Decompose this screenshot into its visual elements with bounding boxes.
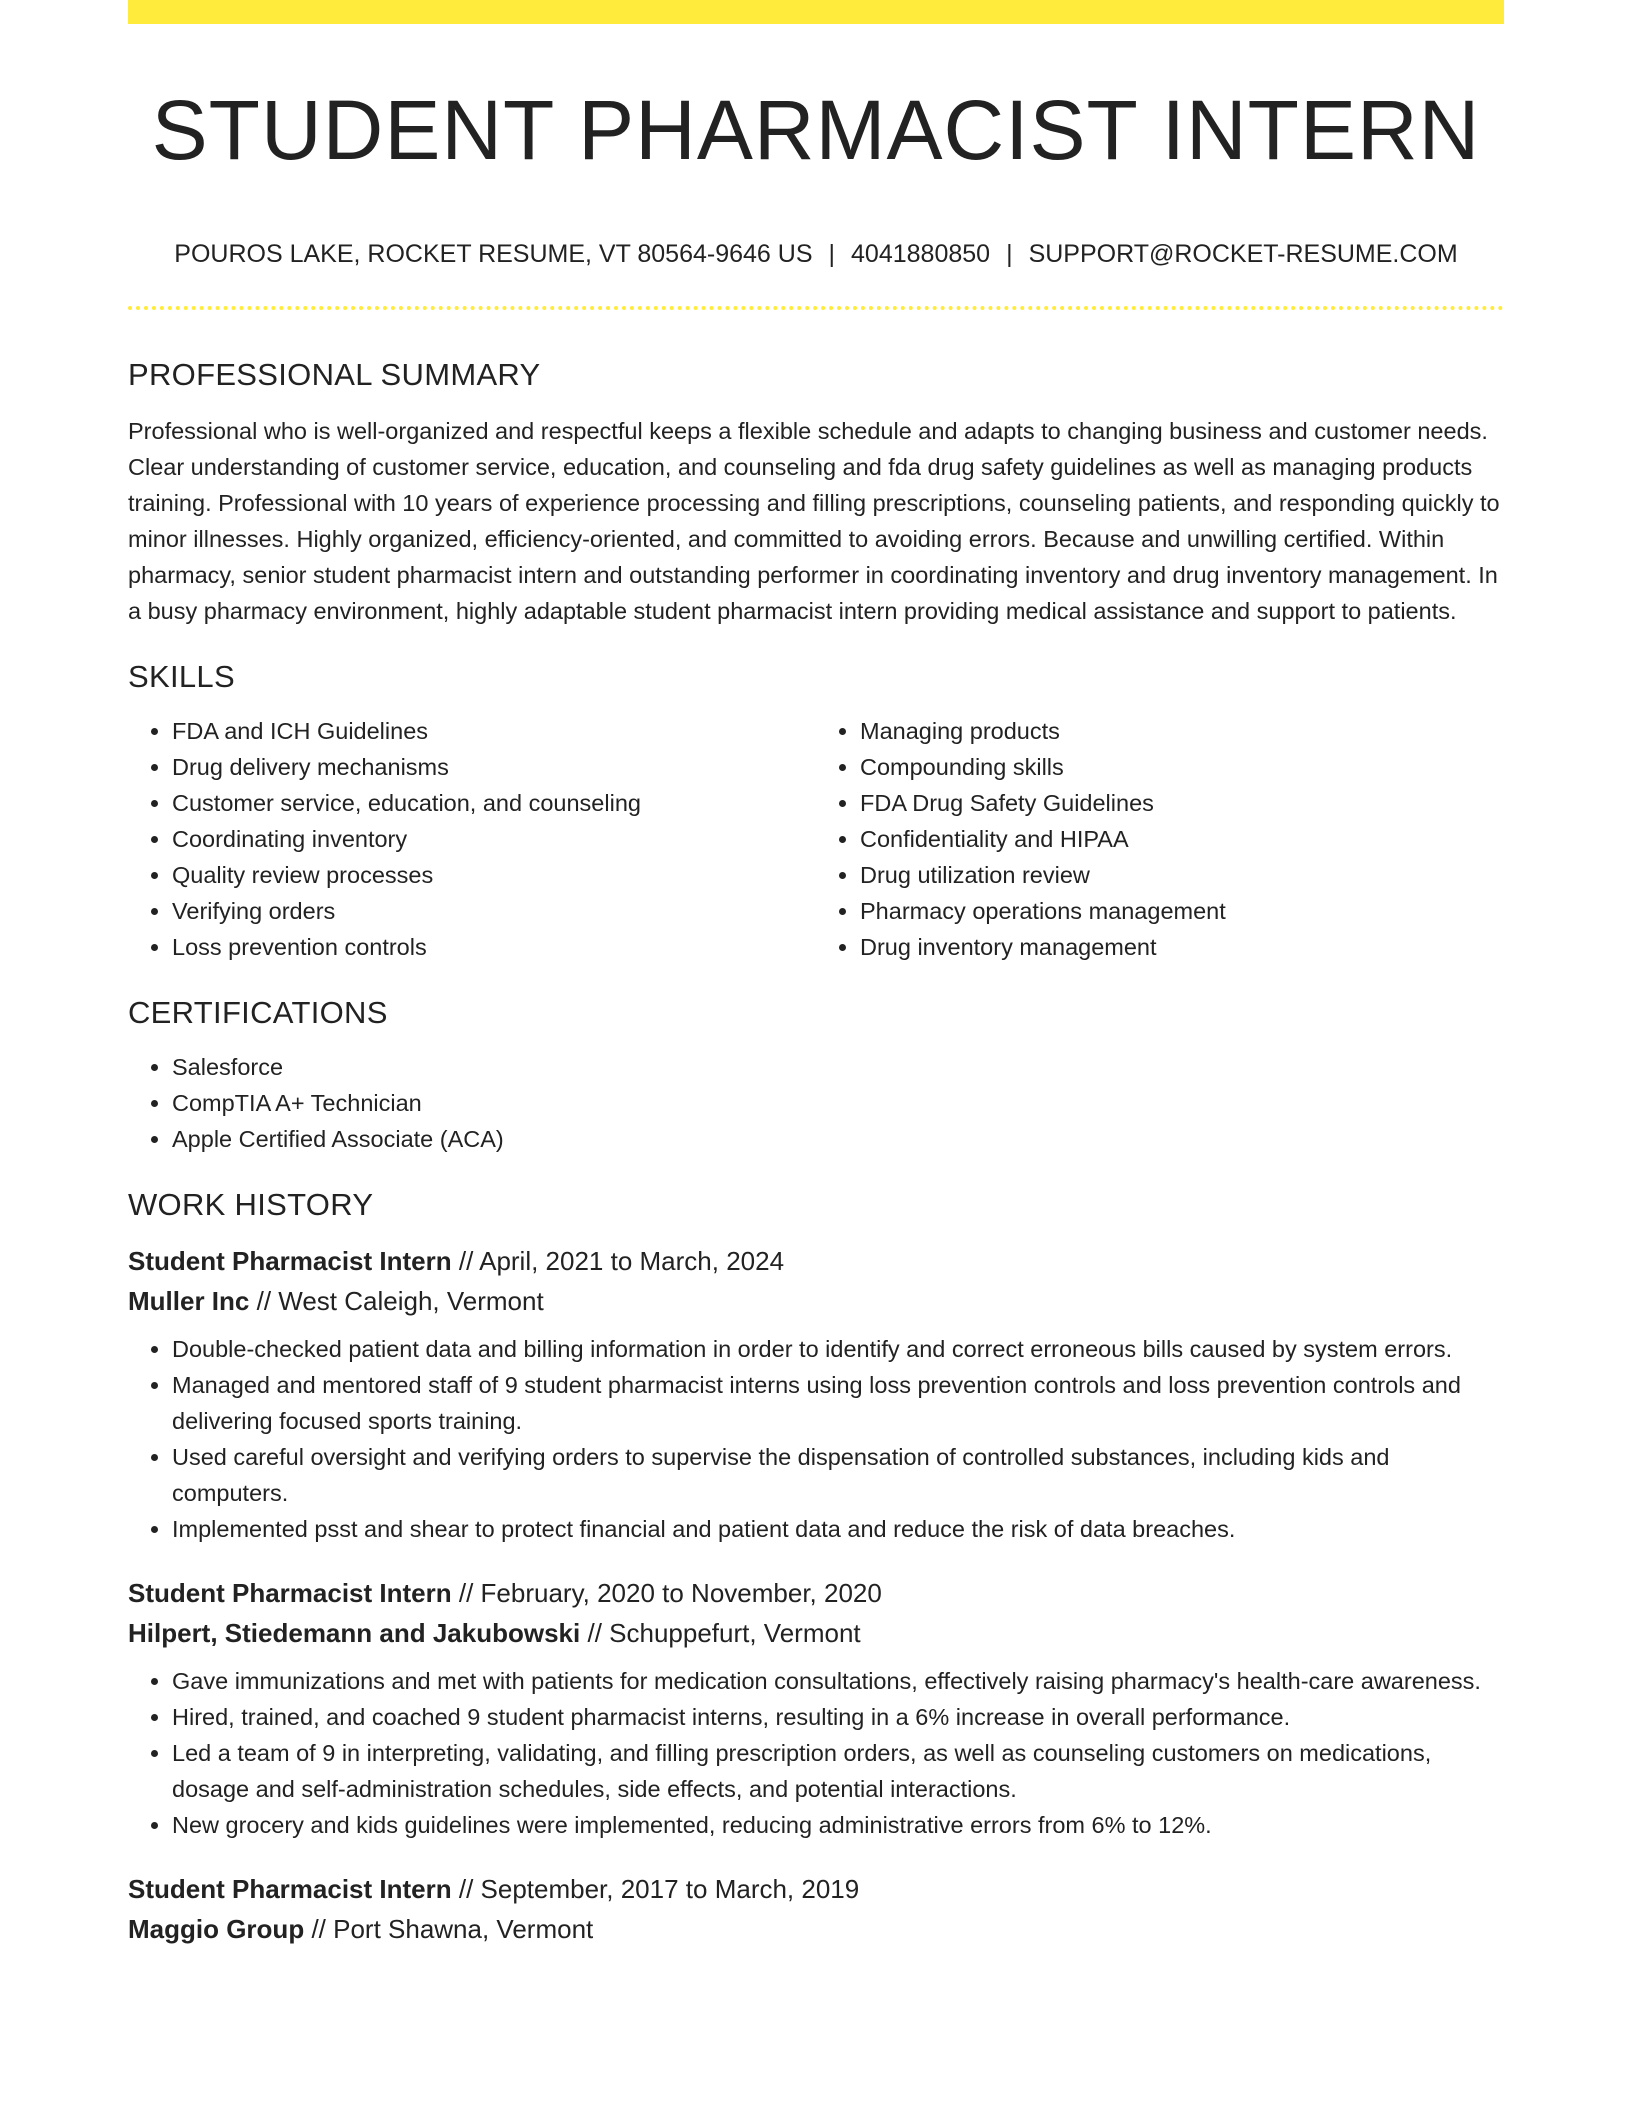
job-bullet: • Led a team of 9 in interpreting, validating, and filling prescription orders, as well as counseling customers on medications, dosage and self-administration schedules, side effects, and potential interactions. (172, 1735, 1504, 1807)
skill-item: • Pharmacy operations management (860, 893, 1504, 929)
job-bullets (128, 1331, 1504, 1547)
skill-item: • FDA Drug Safety Guidelines (860, 785, 1504, 821)
skills-columns (128, 713, 1504, 965)
job-entry (128, 1573, 1504, 1843)
job-location: // Schuppefurt, Vermont (587, 1618, 861, 1648)
job-entry (128, 1869, 1504, 1949)
job-title-line (128, 1869, 1504, 1909)
job-bullets (128, 1663, 1504, 1843)
certification-item: • Salesforce (172, 1049, 1504, 1085)
job-company: Muller Inc (128, 1286, 250, 1316)
work-history-section (128, 1185, 1504, 1949)
job-company: Hilpert, Stiedemann and Jakubowski (128, 1618, 581, 1648)
skill-item: • FDA and ICH Guidelines (172, 713, 816, 749)
skill-item: • Quality review processes (172, 857, 816, 893)
job-company: Maggio Group (128, 1914, 305, 1944)
job-location: // West Caleigh, Vermont (256, 1286, 544, 1316)
job-bullet: • Used careful oversight and verifying orders to supervise the dispensation of controlled substances, including kids and computers. (172, 1439, 1504, 1511)
job-bullet: • Hired, trained, and coached 9 student pharmacist interns, resulting in a 6% increase in overall performance. (172, 1699, 1504, 1735)
job-title: Student Pharmacist Intern (128, 1874, 452, 1904)
job-company-line (128, 1909, 1504, 1949)
summary-heading: PROFESSIONAL SUMMARY (128, 357, 541, 392)
job-entry (128, 1241, 1504, 1547)
job-company-line (128, 1281, 1504, 1321)
dotted-divider (128, 306, 1504, 310)
certification-item: • Apple Certified Associate (ACA) (172, 1121, 1504, 1157)
contact-phone: 4041880850 (851, 240, 991, 268)
contact-separator: | (828, 240, 836, 268)
job-dates: // February, 2020 to November, 2020 (458, 1578, 882, 1608)
skill-item: • Verifying orders (172, 893, 816, 929)
resume-title: STUDENT PHARMACIST INTERN (151, 83, 1481, 177)
job-dates: // April, 2021 to March, 2024 (458, 1246, 785, 1276)
certifications-heading: CERTIFICATIONS (128, 995, 388, 1030)
contact-line (128, 236, 1504, 272)
job-title-line (128, 1573, 1504, 1613)
accent-bar (128, 0, 1504, 24)
skill-item: • Customer service, education, and counseling (172, 785, 816, 821)
skill-item: • Drug delivery mechanisms (172, 749, 816, 785)
work-history-heading: WORK HISTORY (128, 1187, 374, 1222)
skills-list-right (816, 713, 1504, 965)
certifications-section (128, 993, 1504, 1157)
skills-section (128, 657, 1504, 965)
summary-section (128, 355, 1504, 629)
skills-list-left (128, 713, 816, 965)
job-bullet: • Gave immunizations and met with patients for medication consultations, effectively raising pharmacy's health-care awareness. (172, 1663, 1504, 1699)
job-title-line (128, 1241, 1504, 1281)
certification-item: • CompTIA A+ Technician (172, 1085, 1504, 1121)
job-title: Student Pharmacist Intern (128, 1578, 452, 1608)
job-dates: // September, 2017 to March, 2019 (458, 1874, 860, 1904)
skill-item: • Drug inventory management (860, 929, 1504, 965)
job-bullet: • New grocery and kids guidelines were implemented, reducing administrative errors from 6% to 12%. (172, 1807, 1504, 1843)
contact-email: SUPPORT@ROCKET-RESUME.COM (1028, 240, 1458, 268)
skill-item: • Compounding skills (860, 749, 1504, 785)
summary-text: Professional who is well-organized and respectful keeps a flexible schedule and adapts to changing business and customer needs. Clear understanding of customer service, education, and counseling and fda drug safety guidelines as well as managing products training. Professional with 10 years of experience processing and filling prescriptions, counseling patients, and responding quickly to minor illnesses. Highly organized, efficiency-oriented, and committed to avoiding errors. Because and unwilling certified. Within pharmacy, senior student pharmacist intern and outstanding performer in coordinating inventory and drug inventory management. In a busy pharmacy environment, highly adaptable student pharmacist intern providing medical assistance and support to patients. (128, 418, 1500, 624)
skill-item: • Loss prevention controls (172, 929, 816, 965)
job-bullet: • Implemented psst and shear to protect financial and patient data and reduce the risk of data breaches. (172, 1511, 1504, 1547)
skills-heading: SKILLS (128, 659, 235, 694)
skill-item: • Coordinating inventory (172, 821, 816, 857)
job-bullet: • Double-checked patient data and billing information in order to identify and correct erroneous bills caused by system errors. (172, 1331, 1504, 1367)
job-title: Student Pharmacist Intern (128, 1246, 452, 1276)
job-company-line (128, 1613, 1504, 1653)
job-bullet: • Managed and mentored staff of 9 student pharmacist interns using loss prevention controls and loss prevention controls and delivering focused sports training. (172, 1367, 1504, 1439)
certifications-list (128, 1049, 1504, 1157)
contact-separator: | (1006, 240, 1013, 268)
skill-item: • Drug utilization review (860, 857, 1504, 893)
contact-address: POUROS LAKE, ROCKET RESUME, VT 80564-9646 US (174, 240, 813, 268)
skill-item: • Managing products (860, 713, 1504, 749)
resume-body (128, 355, 1504, 1949)
skill-item: • Confidentiality and HIPAA (860, 821, 1504, 857)
job-location: // Port Shawna, Vermont (311, 1914, 594, 1944)
